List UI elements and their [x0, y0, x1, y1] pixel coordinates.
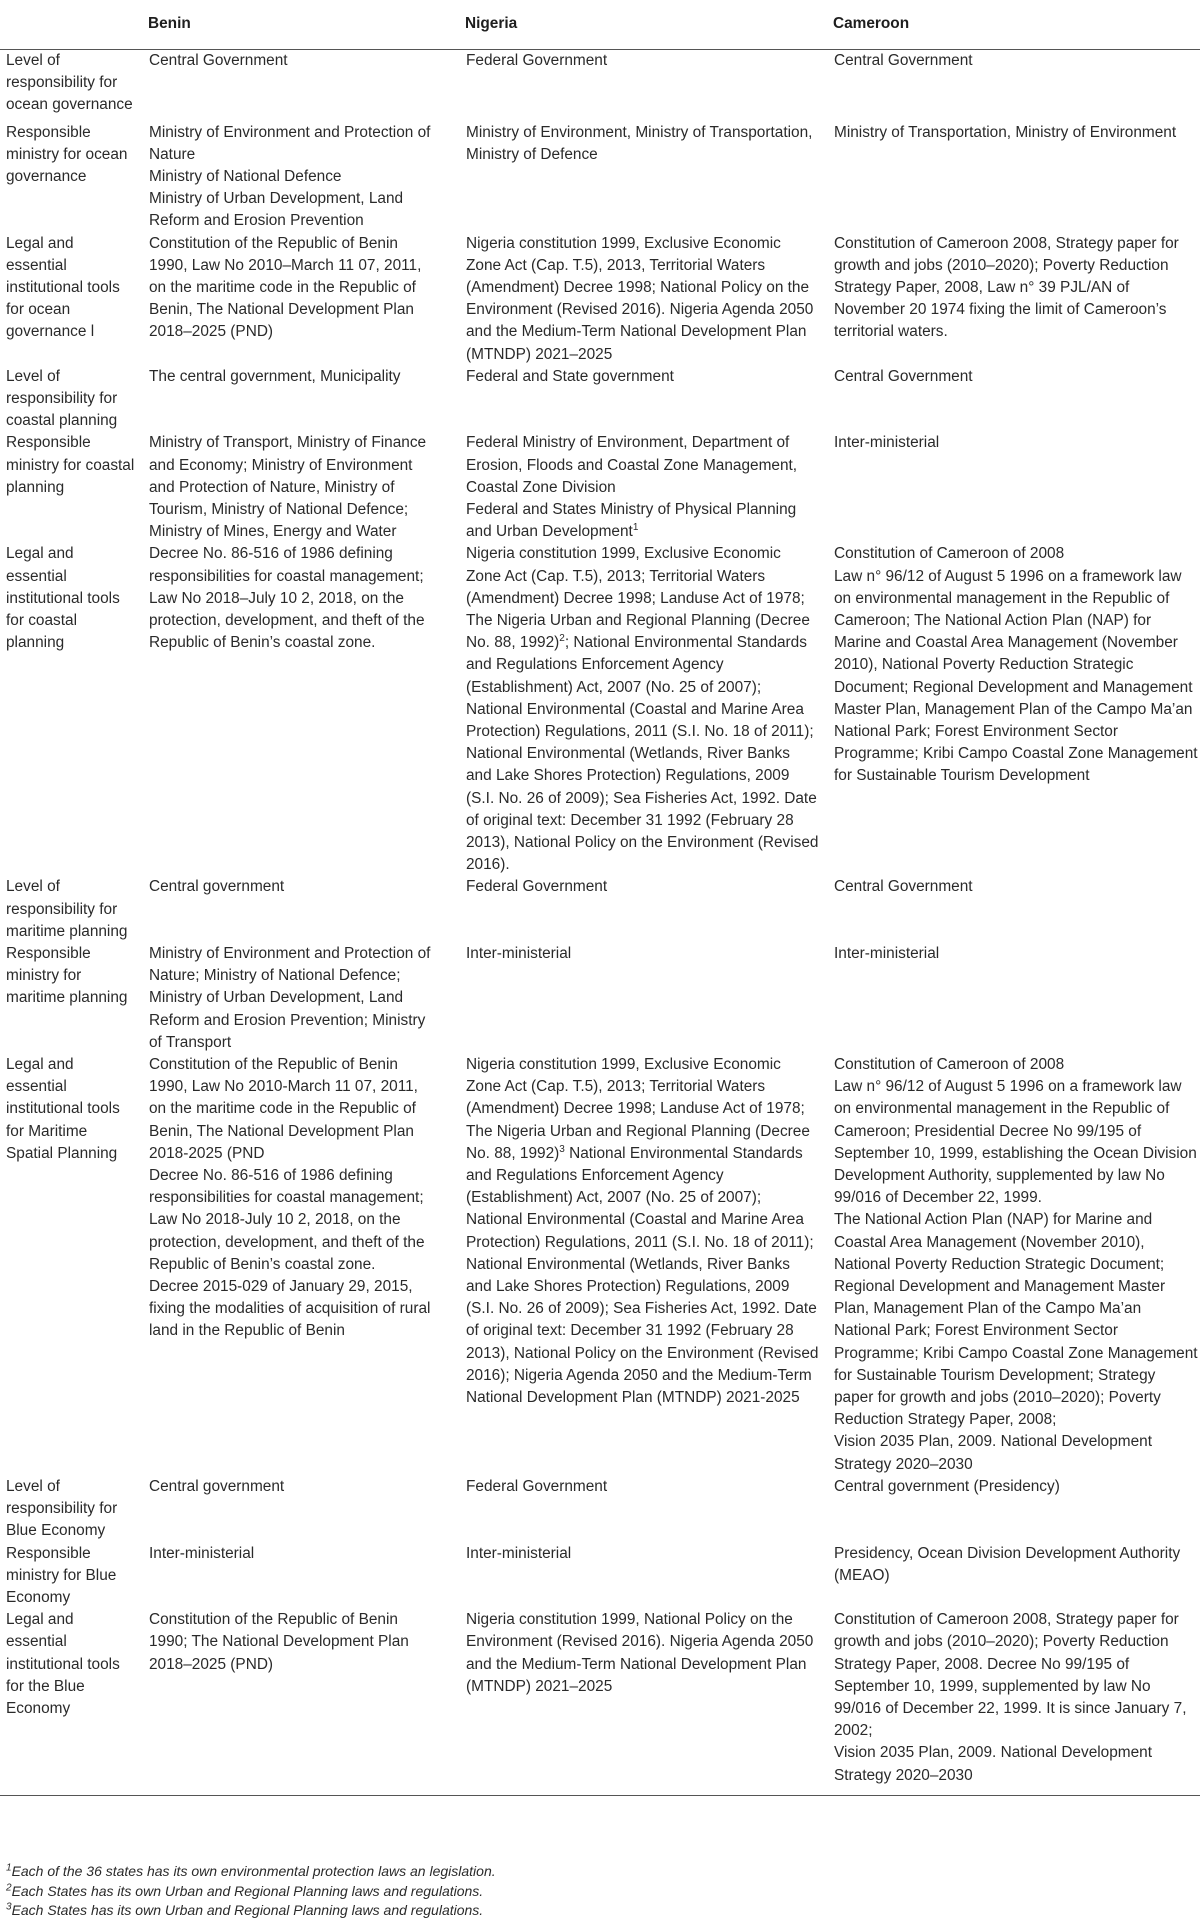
cell-benin [144, 543, 461, 876]
footnote [6, 1862, 1196, 1882]
cell-nigeria [461, 432, 829, 543]
cell-text-with-note [466, 499, 819, 543]
cell-text: Central government (Presidency) [834, 1477, 1060, 1495]
cell-text: Central Government [834, 367, 973, 385]
cell-text: Inter-ministerial [834, 945, 940, 963]
cell-text: Constitution of the Republic of Benin 1990, Law No 2010–March 11 07, 2011, on the maritime code in the Republic of Benin, The National Development Plan 2018–2025 (PND) [149, 234, 422, 341]
row-label: Level of responsibility for maritime planning [6, 878, 128, 940]
cell-benin [144, 1543, 461, 1610]
cell-benin [144, 943, 461, 1054]
cell-text: Law n° 96/12 of August 5 1996 on a framework law on environmental management in the Republic of Cameroon; The National Action Plan (NAP) for Marine and Coastal Area Management (November 2010), National Poverty Reduction Strategic Document; Regional Development and Management Master Plan, Management Plan of the Campo Ma’an National Park; Forest Environment Sector Programme; Kribi Campo Coastal Zone Management for Sustainable Tourism Development [834, 567, 1198, 785]
cell-nigeria [461, 1543, 829, 1610]
cell-text: Constitution of Cameroon 2008, Strategy paper for growth and jobs (2010–2020); Poverty Reduction Strategy Paper, 2008. Decree No 99/195 of September 10, 1999, supplemented by law No 99/016 of December 22, 1999. It is since January 7, 2002; [834, 1611, 1187, 1740]
row-label: Legal and essential institutional tools for Maritime Spatial Planning [6, 1056, 120, 1162]
cell-text: Nigeria constitution 1999, Exclusive Economic Zone Act (Cap. T.5), 2013; Territorial Waters (Amendment) Decree 1998; Landuse Act of 1978; The Nigeria Urban and Regional Planning (Decree No. 88, 1992) [466, 545, 810, 652]
cell-nigeria [461, 1476, 829, 1543]
cell-nigeria [461, 122, 829, 233]
header-label-column [0, 0, 144, 50]
footnote-mark: 3 [559, 1143, 565, 1155]
cell-benin [144, 876, 461, 943]
cell-cameroon [829, 1543, 1200, 1610]
cell-cameroon [829, 1476, 1200, 1543]
cell-text: Vision 2035 Plan, 2009. National Development Strategy 2020–2030 [834, 1744, 1153, 1784]
row-label: Legal and essential institutional tools for coastal planning [6, 545, 120, 652]
cell-cameroon [829, 432, 1200, 543]
cell-text: Constitution of the Republic of Benin 1990, Law No 2010-March 11 07, 2011, on the maritime code in the Republic of Benin, The National Development Plan 2018-2025 (PND [149, 1056, 418, 1162]
cell-cameroon [829, 1054, 1200, 1476]
cell-text: Central government [149, 878, 285, 896]
cell-cameroon [829, 1609, 1200, 1795]
cell-text: Central government [149, 1477, 285, 1495]
table-row [0, 233, 1200, 366]
row-label: Legal and essential institutional tools for ocean governance l [6, 234, 120, 341]
table-row [0, 1476, 1200, 1543]
cell-text: National Environmental Standards and Regulations Enforcement Agency (Establishment) Act, 2007 (No. 25 of 2007); National Environmental (Coastal and Marine Area Protection) Regulations, 2011 (S.I. No. 18 of 2011); National Environmental (Wetlands, River Banks and Lake Shores Protection) Regulations, 2009 (S.I. No. 26 of 2009); Sea Fisheries Act, 1992. Date of original text: December 31 1992 (February 28 2013), National Policy on the Environment (Revised 2016); Nigeria Agenda 2050 and the Medium-Term National Development Plan (MTNDP) 2021-2025 [466, 1144, 819, 1407]
cell-text: Ministry of Transport, Ministry of Finance and Economy; Ministry of Environment and Protection of Nature, Ministry of Tourism, Ministry of National Defence; Ministry of Mines, Energy and Water [149, 434, 427, 541]
cell-text: Ministry of Environment, Ministry of Transportation, Ministry of Defence [466, 123, 813, 163]
cell-benin [144, 1609, 461, 1795]
footnote-mark: 2 [559, 633, 565, 645]
table-row [0, 432, 1200, 543]
cell-nigeria [461, 1609, 829, 1795]
cell-text: Inter-ministerial [466, 1544, 572, 1562]
cell-benin [144, 122, 461, 233]
cell-text: Constitution of Cameroon 2008, Strategy paper for growth and jobs (2010–2020); Poverty Reduction Strategy Paper, 2008, Law n° 39 PJL/AN of November 20 1974 fixing the limit of Cameroon’s territorial waters. [834, 234, 1179, 341]
cell-cameroon [829, 50, 1200, 122]
cell-text: Federal Ministry of Environment, Department of Erosion, Floods and Coastal Zone Management, Coastal Zone Division [466, 434, 798, 496]
cell-text: Decree 2015-029 of January 29, 2015, fixing the modalities of acquisition of rural land in the Republic of Benin [149, 1278, 431, 1340]
cell-text: Decree No. 86-516 of 1986 defining responsibilities for coastal management; Law No 2018-July 10 2, 2018, on the protection, development, and theft of the Republic of Benin’s coastal zone. [149, 1167, 425, 1273]
row-label: Level of responsibility for Blue Economy [6, 1477, 118, 1540]
cell-benin [144, 233, 461, 366]
table-row [0, 1543, 1200, 1610]
cell-cameroon [829, 543, 1200, 876]
cell-text: Decree No. 86-516 of 1986 defining responsibilities for coastal management; Law No 2018–July 10 2, 2018, on the protection, development, and theft of the Republic of Benin’s coastal zone. [149, 545, 425, 652]
cell-text: Federal Government [466, 52, 608, 69]
header-cameroon: Cameroon [829, 0, 1200, 50]
cell-cameroon [829, 943, 1200, 1054]
table-row [0, 122, 1200, 233]
row-label: Responsible ministry for maritime planning [6, 945, 128, 1007]
cell-cameroon [829, 366, 1200, 433]
table-header-row [0, 0, 1200, 50]
table-row [0, 1609, 1200, 1795]
cell-nigeria [461, 543, 829, 876]
cell-text: Law n° 96/12 of August 5 1996 on a framework law on environmental management in the Republic of Cameroon; Presidential Decree No 99/195 of September 10, 1999, establishing the Ocean Division Development Authority, supplemented by law No 99/016 of December 22, 1999. [834, 1078, 1197, 1207]
footnote-text: Each States has its own Urban and Regional Planning laws and regulations. [11, 1882, 484, 1899]
cell-text: Ministry of National Defence [149, 167, 342, 185]
cell-text: Ministry of Transportation, Ministry of Environment [834, 123, 1177, 141]
footnote-mark: 2 [6, 1881, 12, 1893]
cell-text: The central government, Municipality [149, 367, 401, 385]
cell-benin [144, 50, 461, 122]
table-row [0, 366, 1200, 433]
cell-nigeria [461, 366, 829, 433]
cell-benin [144, 432, 461, 543]
footnote-text: Each of the 36 states has its own environmental protection laws an legislation. [11, 1863, 496, 1879]
cell-text: ; National Environmental Standards and Regulations Enforcement Agency (Establishment) Act, 2007 (No. 25 of 2007); National Environmental (Coastal and Marine Area Protection) Regulations, 2011 (S.I. No. 18 of 2011); National Environmental (Wetlands, River Banks and Lake Shores Protection) Regulations, 2009 (S.I. No. 26 of 2009); Sea Fisheries Act, 1992. Date of original text: December 31 1992 (February 28 2013), National Policy on the Environment (Revised 2016). [466, 634, 819, 874]
row-label: Legal and essential institutional tools for the Blue Economy [0, 1609, 144, 1795]
cell-benin [144, 1054, 461, 1476]
cell-text: Constitution of the Republic of Benin 1990; The National Development Plan 2018–2025 (PND) [149, 1611, 409, 1673]
row-label: Responsible ministry for ocean governance [6, 123, 128, 185]
header-benin: Benin [144, 0, 461, 50]
cell-cameroon [829, 876, 1200, 943]
cell-text: Central Government [834, 878, 973, 896]
cell-text: Nigeria constitution 1999, Exclusive Economic Zone Act (Cap. T.5), 2013; Territorial Waters (Amendment) Decree 1998; Landuse Act of 1978; The Nigeria Urban and Regional Planning (Decree No. 88, 1992) [466, 1056, 810, 1162]
cell-text: Inter-ministerial [834, 434, 940, 452]
cell-text: Inter-ministerial [149, 1544, 255, 1562]
cell-nigeria [461, 233, 829, 366]
table-row [0, 543, 1200, 876]
cell-text: Federal Government [466, 878, 608, 896]
cell-nigeria [461, 876, 829, 943]
footnote [6, 1882, 1196, 1902]
footnote-mark: 1 [6, 1862, 12, 1874]
row-label: Responsible ministry for Blue Economy [6, 1544, 117, 1606]
cell-text: Presidency, Ocean Division Development Authority (MEAO) [834, 1544, 1181, 1584]
header-nigeria: Nigeria [461, 0, 829, 50]
cell-benin [144, 1476, 461, 1543]
row-label: Responsible ministry for coastal planning [6, 434, 135, 496]
cell-text: Nigeria constitution 1999, Exclusive Economic Zone Act (Cap. T.5), 2013, Territorial Waters (Amendment) Decree 1998; National Policy on the Environment (Revised 2016). Nigeria Agenda 2050 and the Medium-Term National Development Plan (MTNDP) 2021–2025 [466, 234, 814, 363]
cell-text: Inter-ministerial [466, 945, 572, 963]
cell-cameroon [829, 233, 1200, 366]
cell-text: Federal and State government [466, 367, 674, 385]
cell-text: Nigeria constitution 1999, National Policy on the Environment (Revised 2016). Nigeria Agenda 2050 and the Medium-Term National Development Plan (MTNDP) 2021–2025 [466, 1611, 814, 1695]
row-label: Level of responsibility for coastal planning [6, 367, 118, 430]
cell-text: Federal and States Ministry of Physical Planning and Urban Development [466, 500, 797, 541]
table-row [0, 50, 1200, 122]
cell-text: Vision 2035 Plan, 2009. National Development Strategy 2020–2030 [834, 1433, 1153, 1473]
cell-text: Ministry of Environment and Protection of Nature [149, 123, 431, 163]
footnotes [6, 1862, 1196, 1921]
cell-text: Central Government [149, 52, 288, 69]
cell-nigeria [461, 50, 829, 122]
footnote-mark: 3 [6, 1901, 12, 1913]
table-row [0, 876, 1200, 943]
cell-benin [144, 366, 461, 433]
table-row [0, 943, 1200, 1054]
row-label: Level of responsibility for ocean governance [6, 52, 133, 114]
footnote-mark: 1 [632, 522, 639, 534]
cell-text: Central Government [834, 52, 973, 69]
cell-cameroon [829, 122, 1200, 233]
cell-text: The National Action Plan (NAP) for Marine and Coastal Area Management (November 2010), National Poverty Reduction Strategic Document; Regional Development and Management Master Plan, Management Plan of the Campo Ma’an National Park; Forest Environment Sector Programme; Kribi Campo Coastal Zone Management for Sustainable Tourism Development; Strategy paper for growth and jobs (2010–2020); Poverty Reduction Strategy Paper, 2008; [834, 1211, 1198, 1429]
table-row [0, 1054, 1200, 1476]
footnote-text: Each States has its own Urban and Regional Planning laws and regulations. [11, 1902, 484, 1918]
cell-text: Constitution of Cameroon of 2008 [834, 1056, 1065, 1074]
cell-nigeria [461, 1054, 829, 1476]
footnote [6, 1901, 1196, 1921]
cell-text: Ministry of Urban Development, Land Reform and Erosion Prevention [149, 190, 404, 230]
cell-text: Federal Government [466, 1477, 608, 1495]
cell-nigeria [461, 943, 829, 1054]
cell-text: Constitution of Cameroon of 2008 [834, 545, 1065, 563]
cell-text: Ministry of Environment and Protection of Nature; Ministry of National Defence; Ministry of Urban Development, Land Reform and Erosion Prevention; Ministry of Transport [149, 945, 431, 1051]
